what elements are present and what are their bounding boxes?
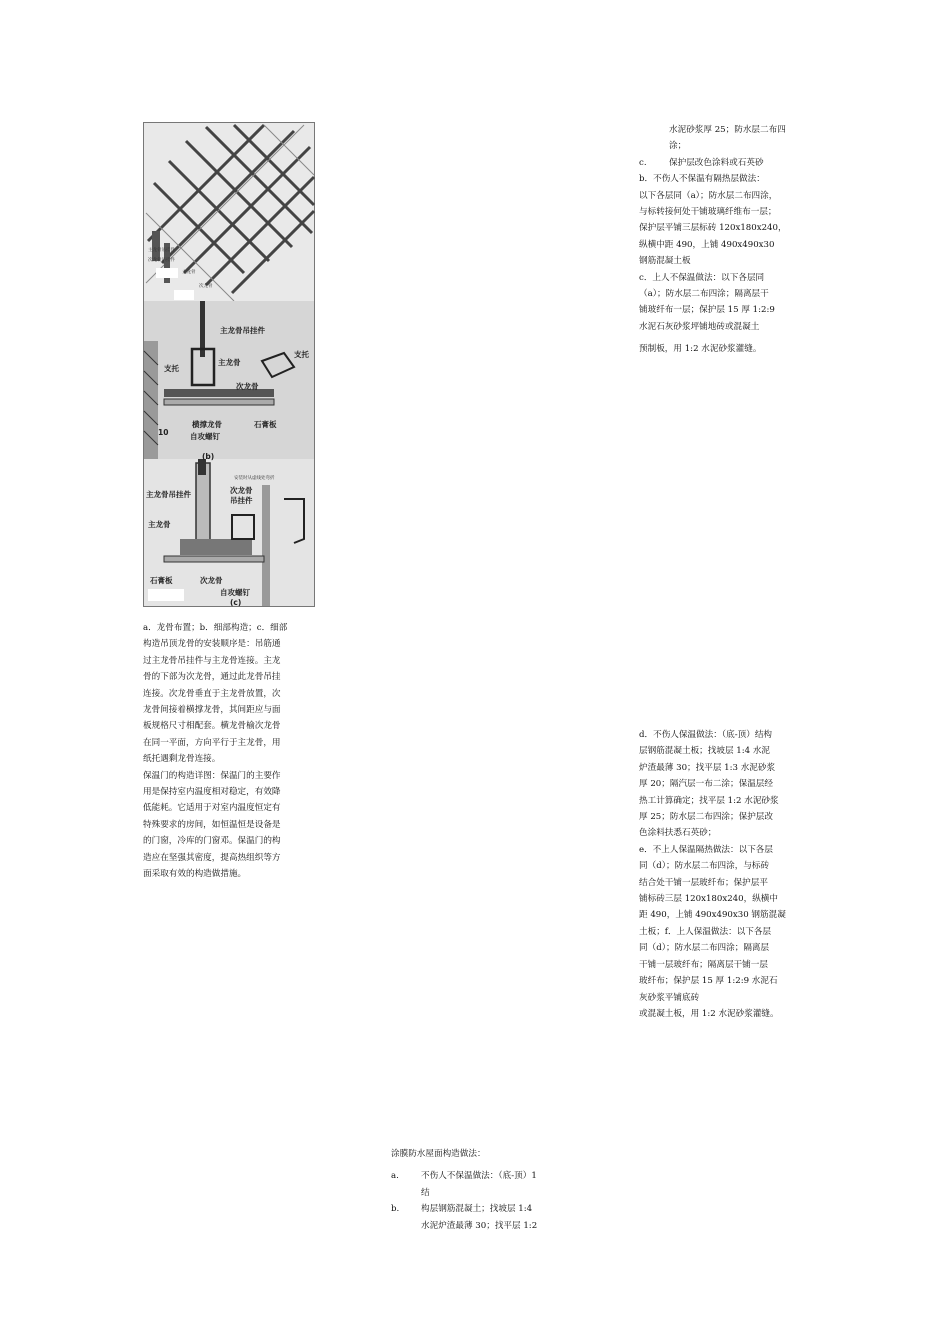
panel-b-label-3: 支托 <box>164 364 179 373</box>
body-line: 土板；f．上人保温做法：以下各层 <box>639 926 772 937</box>
detail-b-drawing <box>144 301 314 459</box>
body-line: 保护层平铺三层标砖 120x180x240， <box>639 223 787 234</box>
caption-line: 板规格尺寸相配套。横龙骨榆次龙骨 <box>143 721 281 732</box>
body-line: 炉渣最薄 30；找平层 1:3 水泥砂浆 <box>639 762 776 773</box>
caption-line: 过主龙骨吊挂件与主龙骨连接。主龙 <box>143 655 281 666</box>
figure-panel-detail-b <box>144 301 314 459</box>
body-line: 厚 25；防水层二布四涂；保护层改 <box>639 812 773 823</box>
panel-b-label-5: 横撑龙骨 <box>192 420 222 429</box>
body-line: e．不上人保温隔热做法：以下各层 <box>639 844 773 855</box>
body-line: （a）；防水层二布四涂；隔离层干 <box>639 289 769 300</box>
list-text: 不伤人不保温做法：（底-顶）1 <box>421 1171 537 1182</box>
panel-b-label-6: 自攻螺钉 <box>190 432 220 441</box>
caption-line: 骨的下部为次龙骨，通过此龙骨吊挂 <box>143 672 281 683</box>
body-line: 灰砂浆平铺底砖 <box>639 992 700 1003</box>
body-line: 或混凝土板，用 1:2 水泥砂浆灌缝。 <box>639 1008 779 1019</box>
list-item-a <box>391 1168 571 1201</box>
list-text: 结 <box>421 1187 430 1198</box>
body-line: 与标转接何处干铺玻璃纤维布一层； <box>639 207 777 218</box>
panel-a-label-2: 次龙骨吊挂件 <box>148 258 175 263</box>
caption-line: 面采取有效的构造做措施。 <box>143 869 247 880</box>
body-line: 以下各层同（a）；防水层二布四涂， <box>639 190 778 201</box>
right-column-middle <box>639 727 809 1022</box>
panel-c-label-10: (c) <box>230 598 242 607</box>
continued-line: 水泥砂浆厚 25；防水层二布四 <box>669 125 786 135</box>
ceiling-keel-figure <box>143 122 315 607</box>
list-item-c <box>639 155 809 171</box>
panel-c-label-8: 次龙骨 <box>200 576 223 585</box>
panel-b-label-1: 主龙骨吊挂件 <box>220 326 265 335</box>
caption-line: 保温门的构造详图：保温门的主要作 <box>143 770 281 781</box>
body-line: 层钢筋混凝土板；找坡层 1:4 水泥 <box>639 746 771 757</box>
list-marker: c. <box>639 157 647 168</box>
panel-c-label-7: 石膏板 <box>150 576 173 585</box>
panel-b-label-2: 主龙骨 <box>218 358 241 367</box>
caption-line: 低能耗。它适用于对室内温度恒定有 <box>143 803 281 814</box>
caption-line: 特殊要求的房间，如恒温恒是设备是 <box>143 819 281 830</box>
bottom-section <box>391 1146 571 1234</box>
panel-a-label-1: 主龙骨吊挂件 <box>148 248 175 253</box>
right-column-top <box>639 122 809 358</box>
body-line: 预制板，用 1:2 水泥砂浆灌缝。 <box>639 344 762 355</box>
caption-line: 构造吊顶龙骨的安装顺序是：吊筋通 <box>143 639 281 650</box>
list-text: 构层钢筋混凝土；找坡层 1:4 <box>421 1204 533 1215</box>
figure-caption <box>143 620 315 883</box>
keel-layout-drawing <box>144 123 314 301</box>
panel-b-label-7: 石膏板 <box>254 420 277 429</box>
body-line: 铺标砖三层 120x180x240，纵横中 <box>639 894 778 905</box>
caption-line: 在同一平面，方向平行于主龙骨，用 <box>143 737 281 748</box>
body-line: 同（d）；防水层二布四涂，与标砖 <box>639 861 770 872</box>
body-line: 结合处干铺一层玻纤布；保护层平 <box>639 877 768 888</box>
panel-a-label-4: 次龙骨 <box>199 284 213 289</box>
body-line: d．不伤人保温做法：（底-顶）结构 <box>639 730 773 740</box>
panel-a-label-3: 主龙骨 <box>182 270 196 275</box>
panel-c-label-5: 吊挂件 <box>230 496 253 505</box>
body-line: 热工计算确定；找平层 1:2 水泥砂浆 <box>639 795 779 806</box>
body-line: c．上人不保温做法：以下各层同 <box>639 272 765 283</box>
caption-line: 的门窗，冷库的门窗邓。保温门的构 <box>143 836 281 847</box>
panel-c-label-6: 主龙骨 <box>148 520 171 529</box>
panel-c-label-2: 安装时从虚线处弯折 <box>234 476 275 481</box>
body-line: 钢筋混凝土板 <box>639 256 691 267</box>
body-line: 同（d）；防水层二布四涂；隔离层 <box>639 943 770 954</box>
body-line: 铺玻纤布一层；保护层 15 厚 1:2:9 <box>639 305 775 316</box>
caption-line: a．龙骨布置；b．细部构造；c．细部 <box>143 623 288 633</box>
figure-panel-keel-layout <box>144 123 314 301</box>
body-line: 水泥石灰砂浆坪铺地砖或混凝土 <box>639 321 760 332</box>
caption-line: 用是保持室内温度相对稳定，有效降 <box>143 787 281 798</box>
body-line: 纵横中距 490，上铺 490x490x30 <box>639 239 775 250</box>
body-line: 色涂料扶悉石英砂； <box>639 828 717 839</box>
panel-c-label-4: 次龙骨 <box>230 486 253 495</box>
list-text: 水泥炉渣最薄 30；找平层 1:2 <box>421 1220 538 1231</box>
list-text: 保护层改色涂料或石英砂 <box>669 157 764 168</box>
panel-c-label-1: (b) <box>202 452 215 461</box>
detail-c-drawing <box>144 452 314 607</box>
list-marker: b. <box>391 1204 400 1215</box>
continued-line: 涂； <box>669 141 687 152</box>
caption-line: 造应在坚强其密度，提高热组织等方 <box>143 852 281 863</box>
body-line: b．不伤人不保温有隔热层做法： <box>639 174 765 185</box>
caption-line: 纸托遇剩龙骨连接。 <box>143 754 221 765</box>
body-line: 距 490，上铺 490x490x30 钢筋混凝 <box>639 910 786 921</box>
panel-c-label-3: 主龙骨吊挂件 <box>146 490 191 499</box>
body-line: 干铺一层玻纤布；隔离层干铺一层 <box>639 959 768 970</box>
section-title: 涂膜防水屋面构造做法： <box>391 1149 486 1159</box>
body-line: 玻纤布；保护层 15 厚 1:2:9 水泥石 <box>639 976 778 987</box>
caption-line: 连接。次龙骨垂直于主龙骨放置，次 <box>143 688 281 699</box>
body-line: 厚 20；隔汽层一布二涂；保温层经 <box>639 779 773 790</box>
panel-b-label-8: 支托 <box>294 350 309 359</box>
list-item-b <box>391 1201 571 1234</box>
list-marker: a. <box>391 1171 399 1182</box>
panel-b-label-4: 次龙骨 <box>236 382 259 391</box>
caption-line: 龙骨间接着横撑龙骨，其间距应与面 <box>143 705 281 716</box>
panel-c-label-9: 自攻螺钉 <box>220 588 250 597</box>
figure-panel-detail-c <box>144 452 314 607</box>
panel-b-label-9: 10 <box>158 428 169 437</box>
